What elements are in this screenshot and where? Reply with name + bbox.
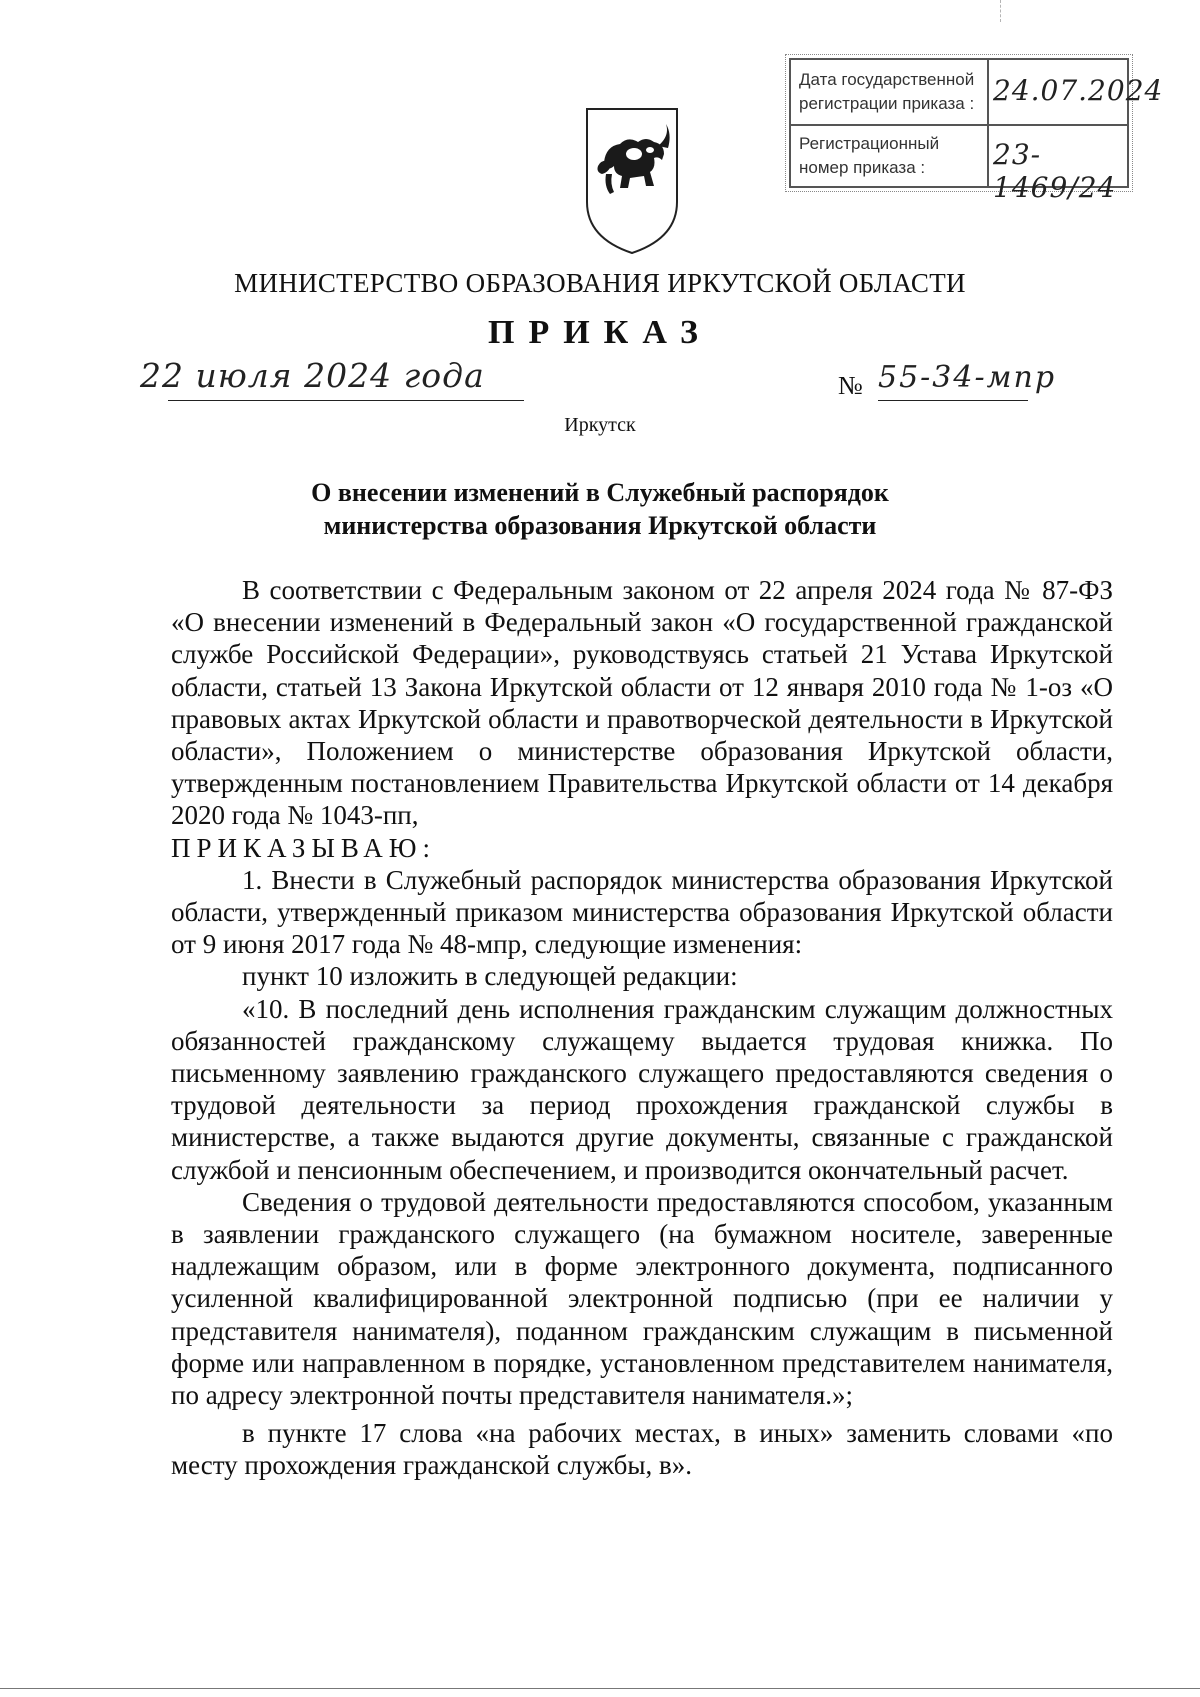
handwritten-order-number: 55-34-мпр — [878, 360, 1057, 395]
quote-paragraph-1: «10. В последний день исполнения гражданским служащим должностных обязанностей гражданскому служащему выдается трудовая книжка. По письменному заявлению гражданского служащего предоставляются сведения о трудовой деятельности за период прохождения гражданской службы в министерстве, а также выдаются другие документы, связанные с гражданской службой и пенсионным обеспечением, и производится окончательный расчет. — [171, 993, 1113, 1185]
scan-edge-mark — [1000, 0, 1002, 22]
title-line-1: О внесении изменений в Служебный распорядок — [311, 478, 889, 507]
registration-date-value: 24.07.2024 — [993, 74, 1164, 107]
item-1-paragraph: 1. Внести в Служебный распорядок министерства образования Иркутской области, утвержденный приказом министерства образования Иркутской области от 9 июня 2017 года № 48-мпр, следующие изменения: — [171, 864, 1113, 960]
document-title — [0, 476, 1200, 542]
scan-bottom-edge — [0, 1688, 1200, 1689]
registration-stamp — [789, 58, 1164, 204]
number-sign: № — [838, 371, 863, 400]
title-line-2: министерства образования Иркутской области — [323, 511, 877, 540]
city: Иркутск — [564, 414, 636, 436]
handwritten-date: 22 июля 2024 года — [140, 356, 485, 395]
item-1-subparagraph: пункт 10 изложить в следующей редакции: — [242, 961, 738, 992]
stamp-row-date — [791, 60, 1164, 126]
preamble-paragraph: В соответствии с Федеральным законом от 22 апреля 2024 года № 87-ФЗ «О внесении изменений в Федеральный закон «О государственной гражданской службе Российской Федерации», руководствуясь статьей 21 Устава Иркутской области, статьей 13 Закона Иркутской области от 12 января 2010 года № 1-оз «О правовых актах Иркутской области и правотворческой деятельности в Иркутской области», Положением о министерстве образования Иркутской области, утвержденным постановлением Правительства Иркутской области от 14 декабря 2020 года № 1043-пп, — [171, 575, 1113, 831]
registration-number-value: 23-1469/24 — [993, 138, 1117, 204]
document-type: ПРИКАЗ — [488, 314, 712, 351]
ministry-name: МИНИСТЕРСТВО ОБРАЗОВАНИЯ ИРКУТСКОЙ ОБЛАСТИ — [234, 268, 966, 298]
date-underline — [168, 400, 524, 401]
stamp-row-number — [791, 124, 1127, 204]
command-word: ПРИКАЗЫВАЮ: — [171, 832, 436, 863]
item-17-paragraph: в пункте 17 слова «на рабочих местах, в иных» заменить словами «по месту прохождения гражданской службы, в». — [171, 1418, 1113, 1481]
registration-date-label: Дата государственной регистрации приказа : — [799, 70, 975, 113]
irkutsk-coat-of-arms-icon — [584, 106, 680, 256]
quote-paragraph-2: Сведения о трудовой деятельности предоставляются способом, указанным в заявлении гражданского служащего (на бумажном носителе, заверенные надлежащим образом, или в форме электронного документа, подписанного усиленной квалифицированной электронной подписью (при ее наличии у представителя нанимателя), поданном гражданским служащим в письменной форме или направленном в порядке, установленном представителем нанимателя, по адресу электронной почты представителя нанимателя.»; — [171, 1186, 1113, 1411]
registration-number-label: Регистрационный номер приказа : — [799, 134, 940, 177]
number-underline — [878, 400, 1028, 401]
document-body — [171, 574, 1113, 1482]
